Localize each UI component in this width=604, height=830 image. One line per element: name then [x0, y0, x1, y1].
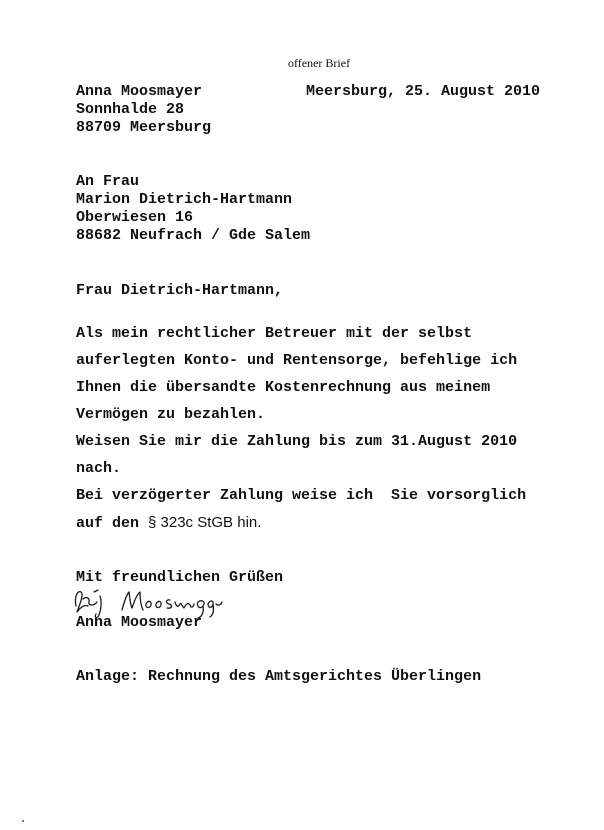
recipient-street: Oberwiesen 16: [76, 209, 194, 226]
body-line-1: Als mein rechtlicher Betreuer mit der selbst: [76, 325, 473, 342]
place-date: Meersburg, 25. August 2010: [306, 83, 541, 100]
closing: Mit freundlichen Grüßen: [76, 569, 284, 586]
body-line-6: nach.: [76, 460, 122, 477]
body-line-3: Ihnen die übersandte Kostenrechnung aus meinem: [76, 379, 491, 396]
body-line-8-prefix: auf den: [76, 515, 149, 532]
sender-street: Sonnhalde 28: [76, 101, 185, 118]
recipient-name: Marion Dietrich-Hartmann: [76, 191, 293, 208]
sender-city: 88709 Meersburg: [76, 119, 212, 136]
body-line-4: Vermögen zu bezahlen.: [76, 406, 266, 423]
body-line-5: Weisen Sie mir die Zahlung bis zum 31.August 2010: [76, 433, 518, 450]
sender-name: Anna Moosmayer: [76, 83, 203, 100]
salutation: Frau Dietrich-Hartmann,: [76, 282, 284, 299]
header-label: offener Brief: [288, 56, 351, 70]
signature-name: Anna Moosmayer: [76, 614, 203, 631]
legal-reference: § 323c StGB hin.: [148, 514, 262, 531]
body-line-7: Bei verzögerter Zahlung weise ich Sie vorsorglich: [76, 487, 527, 504]
recipient-line1: An Frau: [76, 173, 140, 190]
body-line-2: auferlegten Konto- und Rentensorge, befehlige ich: [76, 352, 518, 369]
body-line-8: [76, 514, 261, 533]
scan-speck: [22, 820, 24, 822]
recipient-city: 88682 Neufrach / Gde Salem: [76, 227, 311, 244]
attachment-note: Anlage: Rechnung des Amtsgerichtes Überlingen: [76, 668, 482, 685]
